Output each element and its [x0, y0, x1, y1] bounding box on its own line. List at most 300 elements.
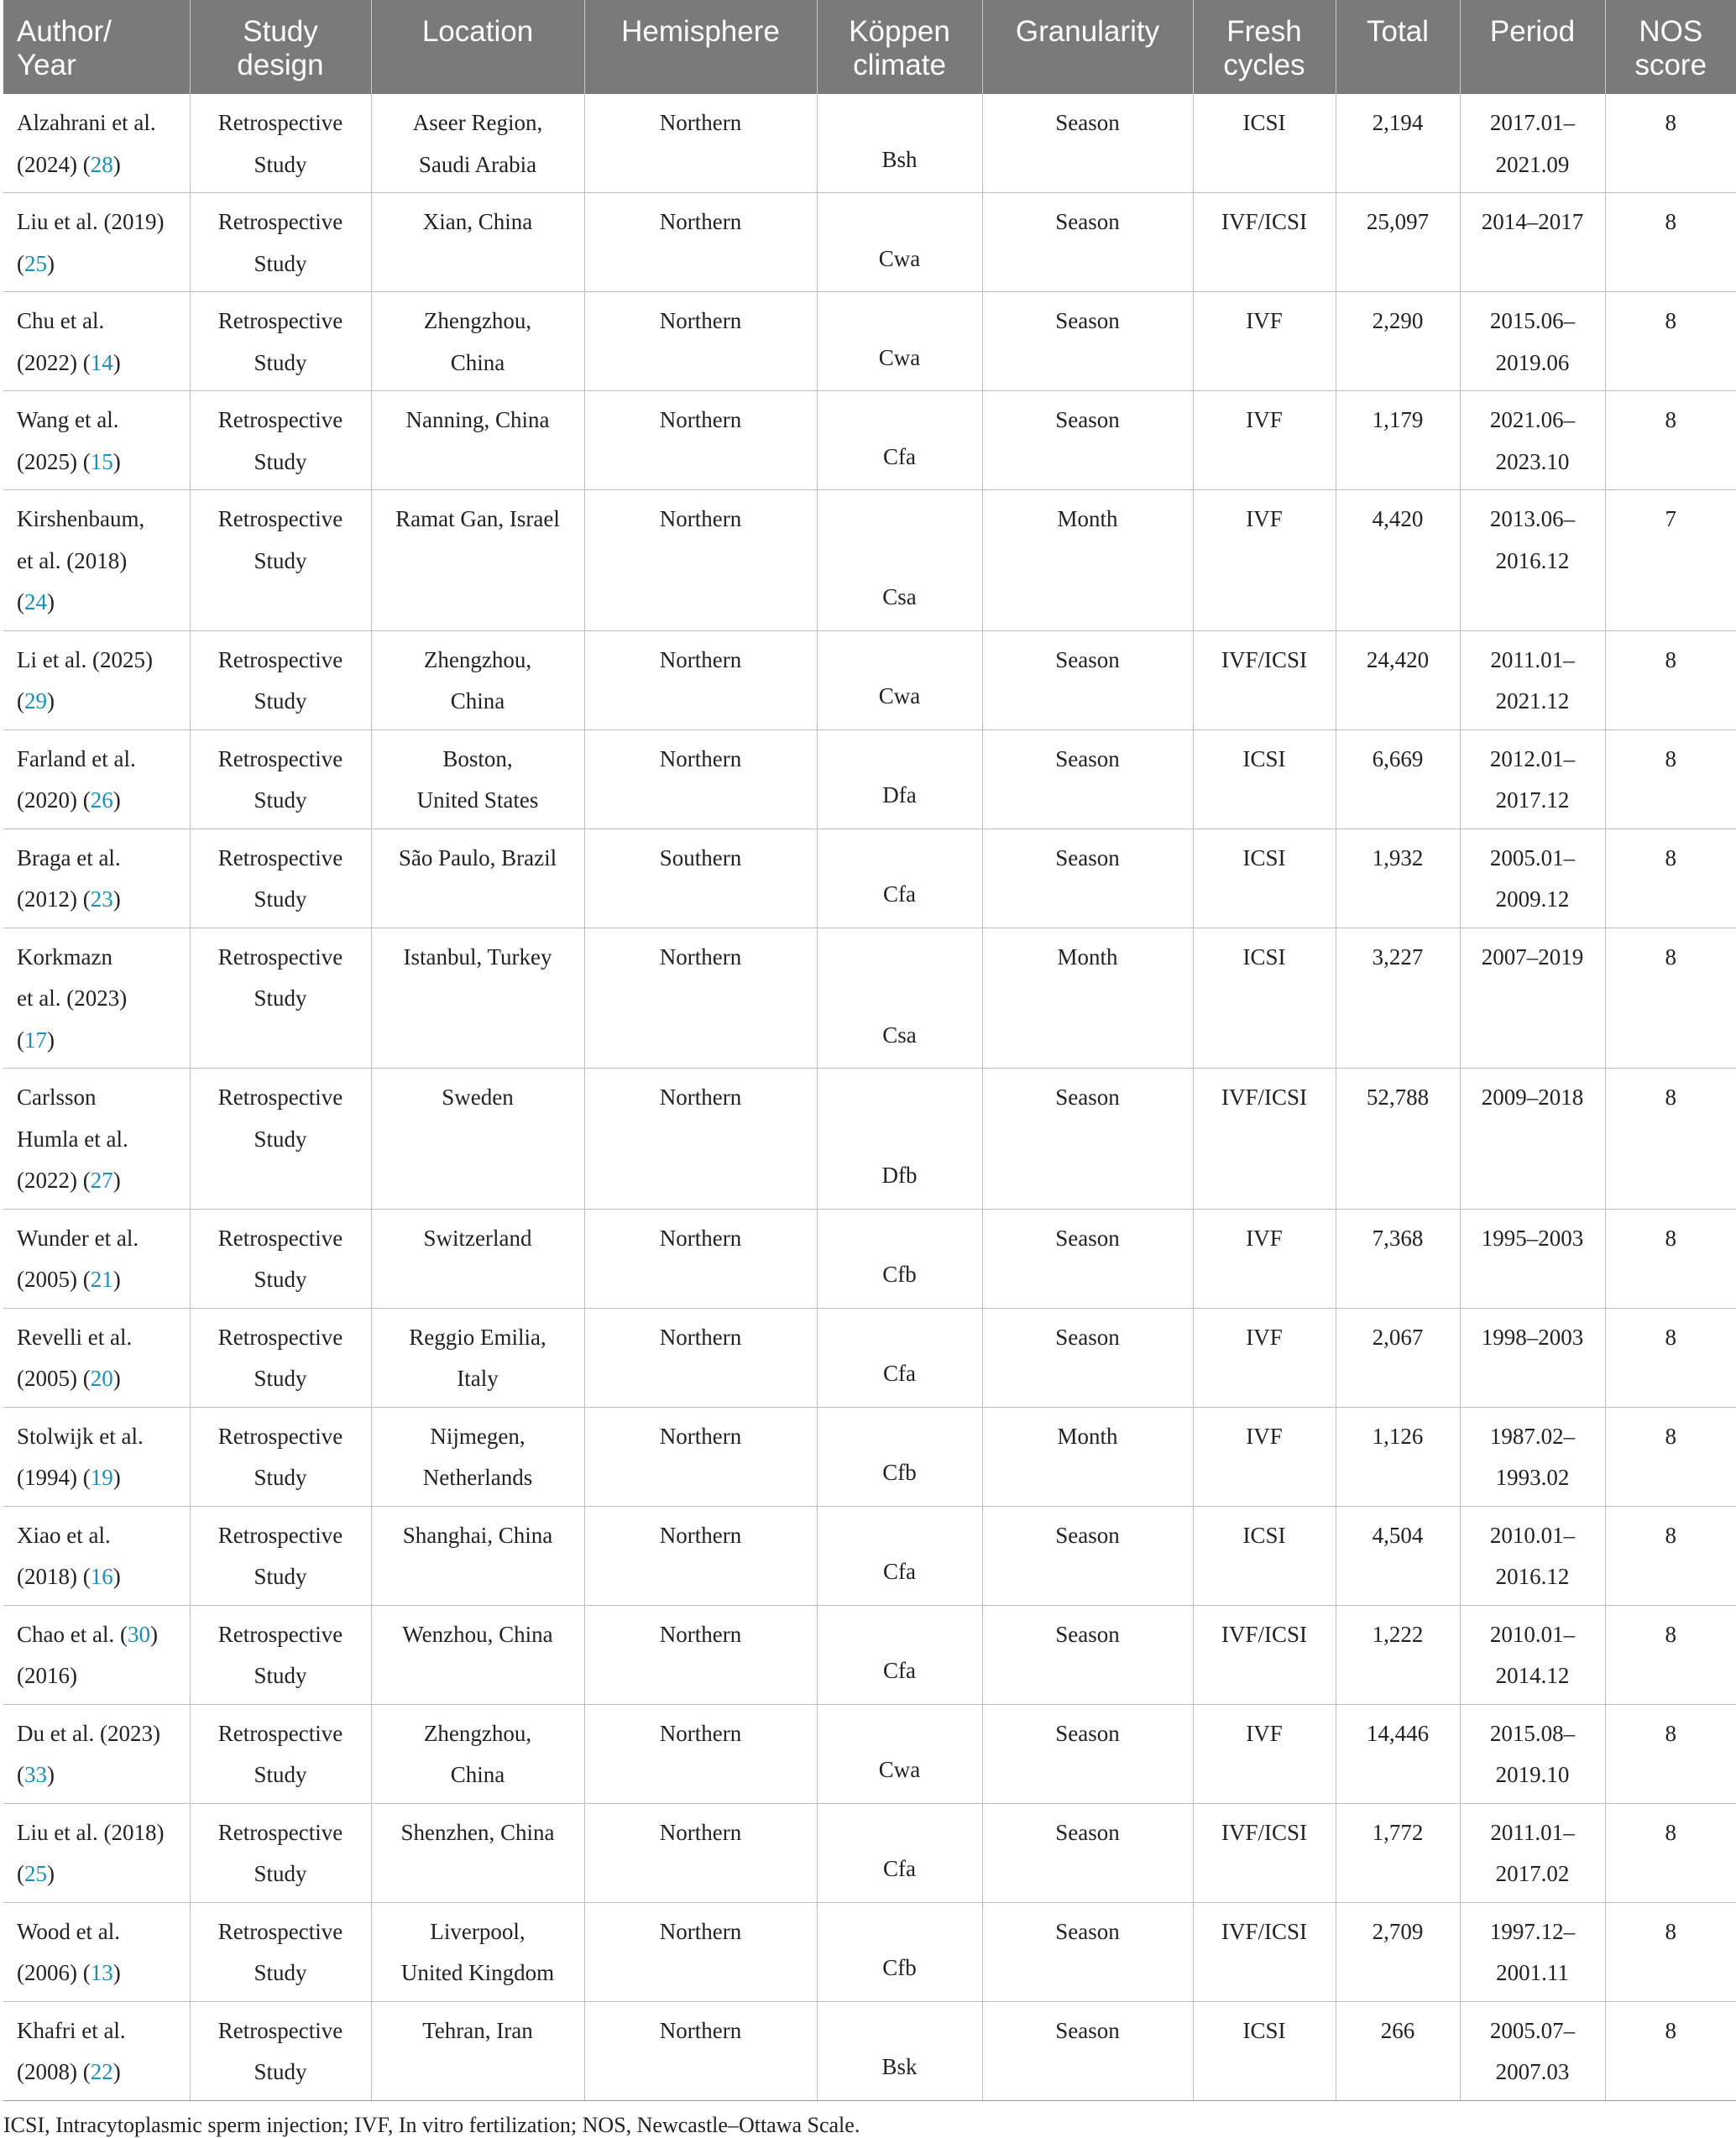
- author-text: ): [112, 1267, 121, 1292]
- cell-study-design-line: Retrospective: [217, 1085, 343, 1110]
- cell-nos-score: 8: [1605, 729, 1736, 829]
- cell-study-design-line: Retrospective: [217, 1423, 343, 1449]
- cell-study-design-line: Retrospective: [217, 1522, 343, 1548]
- header-text: climate: [853, 49, 946, 81]
- author-text: ): [112, 1465, 121, 1490]
- author-text: (2018) (: [17, 1564, 91, 1589]
- table-row: [3, 1069, 1736, 1210]
- reference-link[interactable]: 13: [90, 1960, 113, 1985]
- cell-location-line: Nijmegen,: [430, 1423, 526, 1449]
- author-text: (: [17, 1861, 24, 1886]
- reference-link[interactable]: 25: [24, 1861, 47, 1886]
- header-study-design: [190, 0, 371, 94]
- cell-location-line: Nanning, China: [405, 407, 550, 432]
- reference-link[interactable]: 29: [24, 688, 47, 714]
- cell-location: [371, 1069, 584, 1210]
- cell-period: [1460, 829, 1605, 928]
- header-granularity: [982, 0, 1193, 94]
- cell-study-design-line: Study: [254, 349, 307, 375]
- author-text: Chu et al.: [17, 308, 105, 333]
- cell-koppen-climate: Bsk: [817, 2001, 982, 2100]
- cell-period: [1460, 193, 1605, 292]
- cell-koppen-climate: Cfa: [817, 1605, 982, 1704]
- cell-location-line: São Paulo, Brazil: [398, 844, 557, 870]
- cell-location-line: Boston,: [442, 745, 513, 771]
- cell-total: 52,788: [1336, 1069, 1460, 1210]
- author-text: (2005) (: [17, 1267, 91, 1292]
- author-text: (2024) (: [17, 151, 91, 177]
- cell-nos-score: 8: [1605, 1506, 1736, 1605]
- cell-period-line: 1993.02: [1495, 1465, 1570, 1490]
- author-text: (2016): [17, 1663, 77, 1688]
- cell-author-year: [3, 630, 190, 729]
- cell-study-design-line: Retrospective: [217, 110, 343, 135]
- cell-fresh-cycles: ICSI: [1193, 829, 1336, 928]
- author-text: Liu et al. (2018): [17, 1819, 165, 1845]
- author-text: (: [17, 589, 24, 614]
- reference-link[interactable]: 14: [90, 349, 113, 375]
- header-author-year: [3, 0, 190, 94]
- cell-location-line: Sweden: [442, 1085, 514, 1110]
- cell-study-design-line: Study: [254, 985, 307, 1011]
- reference-link[interactable]: 20: [90, 1366, 113, 1391]
- cell-period-line: 2001.11: [1496, 1960, 1569, 1985]
- author-text: Du et al. (2023): [17, 1720, 160, 1746]
- cell-study-design-line: Study: [254, 1663, 307, 1688]
- cell-koppen-climate: Cwa: [817, 292, 982, 391]
- cell-location-line: Xian, China: [422, 209, 533, 234]
- author-text: et al. (2018): [17, 547, 128, 573]
- cell-fresh-cycles: IVF: [1193, 1407, 1336, 1506]
- cell-hemisphere: Southern: [584, 829, 817, 928]
- reference-link[interactable]: 26: [90, 787, 113, 813]
- cell-period: [1460, 1704, 1605, 1803]
- cell-location: [371, 1704, 584, 1803]
- cell-period-line: 1998–2003: [1481, 1324, 1584, 1350]
- table-row: [3, 1803, 1736, 1902]
- cell-study-design-line: Study: [254, 787, 307, 813]
- author-text: ): [47, 589, 55, 614]
- cell-period: [1460, 292, 1605, 391]
- cell-fresh-cycles: IVF/ICSI: [1193, 1803, 1336, 1902]
- cell-period: [1460, 1605, 1605, 1704]
- cell-study-design-line: Study: [254, 1861, 307, 1886]
- cell-study-design-line: Study: [254, 250, 307, 276]
- cell-granularity: Season: [982, 1209, 1193, 1308]
- author-text: (2022) (: [17, 349, 91, 375]
- cell-fresh-cycles: IVF: [1193, 292, 1336, 391]
- table-container: [3, 0, 1736, 2138]
- author-text: Humla et al.: [17, 1126, 128, 1152]
- header-text: Hemisphere: [621, 15, 780, 48]
- cell-study-design-line: Retrospective: [217, 506, 343, 531]
- cell-total: 2,194: [1336, 94, 1460, 193]
- cell-study-design-line: Retrospective: [217, 646, 343, 672]
- author-text: (2012) (: [17, 886, 91, 912]
- cell-location-line: Italy: [457, 1366, 499, 1391]
- cell-nos-score: 8: [1605, 1605, 1736, 1704]
- header-text: Fresh: [1226, 15, 1302, 48]
- cell-hemisphere: Northern: [584, 292, 817, 391]
- cell-location-line: Zhengzhou,: [423, 646, 532, 672]
- header-text: Period: [1489, 15, 1576, 48]
- cell-period: [1460, 1506, 1605, 1605]
- cell-hemisphere: Northern: [584, 1308, 817, 1407]
- cell-location-line: United States: [416, 787, 539, 813]
- reference-link[interactable]: 16: [90, 1564, 113, 1589]
- cell-granularity: Season: [982, 630, 1193, 729]
- cell-period-line: 1997.12–: [1489, 1918, 1576, 1944]
- cell-study-design: [190, 1069, 371, 1210]
- header-koppen-climate: [817, 0, 982, 94]
- author-text: Wood et al.: [17, 1918, 121, 1944]
- cell-study-design-line: Retrospective: [217, 1720, 343, 1746]
- author-text: ): [112, 1564, 121, 1589]
- cell-total: 1,126: [1336, 1407, 1460, 1506]
- cell-fresh-cycles: ICSI: [1193, 2001, 1336, 2100]
- cell-study-design: [190, 1209, 371, 1308]
- reference-link[interactable]: 27: [90, 1168, 113, 1193]
- cell-location: [371, 928, 584, 1069]
- table-row: [3, 928, 1736, 1069]
- author-text: ): [112, 151, 121, 177]
- cell-location-line: United Kingdom: [400, 1960, 555, 1985]
- cell-period: [1460, 1308, 1605, 1407]
- cell-granularity: Season: [982, 193, 1193, 292]
- cell-hemisphere: Northern: [584, 928, 817, 1069]
- cell-author-year: [3, 829, 190, 928]
- cell-total: 7,368: [1336, 1209, 1460, 1308]
- cell-granularity: Season: [982, 829, 1193, 928]
- author-text: Xiao et al.: [17, 1522, 111, 1548]
- cell-koppen-climate: Cfb: [817, 1209, 982, 1308]
- reference-link[interactable]: 30: [127, 1621, 150, 1647]
- reference-link[interactable]: 23: [90, 886, 113, 912]
- author-text: (2022) (: [17, 1168, 91, 1193]
- header-location: [371, 0, 584, 94]
- reference-link[interactable]: 21: [90, 1267, 113, 1292]
- cell-location: [371, 94, 584, 193]
- header-hemisphere: [584, 0, 817, 94]
- cell-nos-score: 8: [1605, 630, 1736, 729]
- author-text: ): [112, 1366, 121, 1391]
- cell-koppen-climate: Cfa: [817, 391, 982, 490]
- table-row: [3, 729, 1736, 829]
- author-text: Carlsson: [17, 1085, 97, 1110]
- cell-hemisphere: Northern: [584, 630, 817, 729]
- author-text: et al. (2023): [17, 985, 128, 1011]
- cell-granularity: Season: [982, 729, 1193, 829]
- cell-total: 4,504: [1336, 1506, 1460, 1605]
- header-nos-score: [1605, 0, 1736, 94]
- reference-link[interactable]: 22: [90, 2059, 113, 2084]
- cell-period: [1460, 928, 1605, 1069]
- cell-hemisphere: Northern: [584, 2001, 817, 2100]
- cell-author-year: [3, 2001, 190, 2100]
- reference-link[interactable]: 15: [90, 448, 113, 474]
- cell-study-design-line: Study: [254, 1465, 307, 1490]
- cell-nos-score: 8: [1605, 1069, 1736, 1210]
- cell-author-year: [3, 1506, 190, 1605]
- cell-total: 24,420: [1336, 630, 1460, 729]
- table-row: [3, 94, 1736, 193]
- header-text: Location: [421, 15, 534, 48]
- cell-study-design-line: Study: [254, 688, 307, 714]
- cell-period-line: 2009.12: [1495, 886, 1570, 912]
- reference-link[interactable]: 24: [24, 589, 47, 614]
- cell-period-line: 2007.03: [1495, 2059, 1570, 2084]
- cell-period-line: 2016.12: [1495, 547, 1570, 573]
- cell-koppen-climate: Cfa: [817, 1803, 982, 1902]
- cell-total: 4,420: [1336, 490, 1460, 631]
- cell-period: [1460, 1902, 1605, 2001]
- cell-period-line: 1987.02–: [1489, 1423, 1576, 1449]
- table-row: [3, 829, 1736, 928]
- header-text: Köppen: [849, 15, 950, 48]
- cell-koppen-climate: Csa: [817, 490, 982, 631]
- author-text: (1994) (: [17, 1465, 91, 1490]
- cell-location: [371, 1407, 584, 1506]
- author-text: Li et al. (2025): [17, 646, 153, 672]
- table-row: [3, 1704, 1736, 1803]
- cell-period-line: 2007–2019: [1481, 944, 1584, 970]
- cell-hemisphere: Northern: [584, 1506, 817, 1605]
- cell-study-design-line: Study: [254, 1126, 307, 1152]
- cell-fresh-cycles: IVF/ICSI: [1193, 630, 1336, 729]
- cell-nos-score: 8: [1605, 1209, 1736, 1308]
- author-text: (2008) (: [17, 2059, 91, 2084]
- cell-period-line: 2021.09: [1495, 151, 1570, 177]
- cell-study-design: [190, 94, 371, 193]
- cell-study-design-line: Study: [254, 2059, 307, 2084]
- cell-author-year: [3, 1308, 190, 1407]
- cell-study-design-line: Retrospective: [217, 209, 343, 234]
- author-text: Wang et al.: [17, 407, 119, 432]
- cell-author-year: [3, 1803, 190, 1902]
- header-text: NOS: [1639, 15, 1703, 48]
- cell-granularity: Season: [982, 1902, 1193, 2001]
- cell-total: 25,097: [1336, 193, 1460, 292]
- cell-koppen-climate: Dfa: [817, 729, 982, 829]
- cell-location-line: Switzerland: [423, 1225, 532, 1251]
- cell-koppen-climate: Cfb: [817, 1407, 982, 1506]
- cell-study-design: [190, 1605, 371, 1704]
- table-row: [3, 1605, 1736, 1704]
- cell-study-design-line: Retrospective: [217, 1918, 343, 1944]
- cell-study-design: [190, 2001, 371, 2100]
- cell-location: [371, 1308, 584, 1407]
- header-text: Granularity: [1015, 15, 1160, 48]
- cell-granularity: Season: [982, 1704, 1193, 1803]
- table-row: [3, 1209, 1736, 1308]
- header-text: Author/: [17, 15, 112, 48]
- cell-granularity: Month: [982, 490, 1193, 631]
- author-text: Stolwijk et al.: [17, 1423, 144, 1449]
- cell-study-design: [190, 292, 371, 391]
- cell-location: [371, 2001, 584, 2100]
- cell-hemisphere: Northern: [584, 94, 817, 193]
- cell-period: [1460, 94, 1605, 193]
- author-text: (: [17, 688, 24, 714]
- cell-nos-score: 8: [1605, 829, 1736, 928]
- cell-granularity: Season: [982, 2001, 1193, 2100]
- cell-fresh-cycles: IVF/ICSI: [1193, 193, 1336, 292]
- header-fresh-cycles: [1193, 0, 1336, 94]
- cell-total: 6,669: [1336, 729, 1460, 829]
- author-text: (2020) (: [17, 787, 91, 813]
- cell-study-design-line: Study: [254, 151, 307, 177]
- cell-location: [371, 829, 584, 928]
- header-text: score: [1634, 49, 1707, 81]
- reference-link[interactable]: 33: [24, 1762, 47, 1787]
- author-text: Braga et al.: [17, 844, 121, 870]
- author-text: Wunder et al.: [17, 1225, 139, 1251]
- cell-author-year: [3, 1407, 190, 1506]
- cell-fresh-cycles: ICSI: [1193, 1506, 1336, 1605]
- cell-location: [371, 193, 584, 292]
- reference-link[interactable]: 17: [24, 1027, 47, 1053]
- cell-study-design-line: Study: [254, 1366, 307, 1391]
- cell-location: [371, 630, 584, 729]
- cell-nos-score: 7: [1605, 490, 1736, 631]
- table-row: [3, 292, 1736, 391]
- author-text: Korkmazn: [17, 944, 112, 970]
- table-header: [3, 0, 1736, 94]
- author-text: ): [112, 349, 121, 375]
- cell-location-line: Ramat Gan, Israel: [395, 506, 560, 531]
- cell-study-design: [190, 630, 371, 729]
- cell-period-line: 2011.01–: [1490, 1819, 1575, 1845]
- cell-koppen-climate: Bsh: [817, 94, 982, 193]
- cell-location-line: Zhengzhou,: [423, 1720, 532, 1746]
- table-row: [3, 391, 1736, 490]
- cell-period-line: 2010.01–: [1489, 1522, 1576, 1548]
- cell-author-year: [3, 1704, 190, 1803]
- author-text: Liu et al. (2019): [17, 209, 165, 234]
- cell-nos-score: 8: [1605, 1407, 1736, 1506]
- cell-author-year: [3, 1069, 190, 1210]
- reference-link[interactable]: 28: [90, 151, 113, 177]
- cell-location: [371, 1605, 584, 1704]
- cell-nos-score: 8: [1605, 1902, 1736, 2001]
- cell-study-design-line: Study: [254, 1960, 307, 1985]
- cell-total: 1,222: [1336, 1605, 1460, 1704]
- cell-koppen-climate: Dfb: [817, 1069, 982, 1210]
- cell-location-line: Reggio Emilia,: [409, 1324, 546, 1350]
- table-row: [3, 1506, 1736, 1605]
- cell-hemisphere: Northern: [584, 1069, 817, 1210]
- cell-study-design: [190, 829, 371, 928]
- cell-study-design-line: Retrospective: [217, 308, 343, 333]
- author-text: ): [112, 787, 121, 813]
- cell-study-design-line: Study: [254, 1267, 307, 1292]
- cell-period-line: 2014.12: [1495, 1663, 1570, 1688]
- cell-period-line: 2016.12: [1495, 1564, 1570, 1589]
- cell-location-line: Tehran, Iran: [422, 2017, 533, 2043]
- cell-granularity: Season: [982, 1506, 1193, 1605]
- cell-fresh-cycles: IVF: [1193, 1209, 1336, 1308]
- cell-total: 2,290: [1336, 292, 1460, 391]
- cell-total: 2,709: [1336, 1902, 1460, 2001]
- cell-author-year: [3, 1605, 190, 1704]
- author-text: Chao et al. (: [17, 1621, 128, 1647]
- studies-table: [3, 0, 1736, 2101]
- cell-koppen-climate: Cwa: [817, 193, 982, 292]
- cell-period-line: 2015.08–: [1489, 1720, 1576, 1746]
- cell-location: [371, 391, 584, 490]
- cell-total: 2,067: [1336, 1308, 1460, 1407]
- cell-study-design: [190, 490, 371, 631]
- cell-study-design-line: Retrospective: [217, 2017, 343, 2043]
- cell-total: 14,446: [1336, 1704, 1460, 1803]
- cell-koppen-climate: Cfa: [817, 1308, 982, 1407]
- cell-period: [1460, 1069, 1605, 1210]
- cell-period-line: 2017.01–: [1489, 110, 1576, 135]
- cell-nos-score: 8: [1605, 292, 1736, 391]
- cell-period-line: 2021.06–: [1489, 407, 1576, 432]
- cell-location: [371, 1902, 584, 2001]
- cell-location: [371, 729, 584, 829]
- cell-study-design-line: Study: [254, 1564, 307, 1589]
- cell-period-line: 2021.12: [1495, 688, 1570, 714]
- cell-granularity: Season: [982, 391, 1193, 490]
- cell-granularity: Season: [982, 292, 1193, 391]
- author-text: ): [149, 1621, 158, 1647]
- header-total: [1336, 0, 1460, 94]
- cell-period-line: 2011.01–: [1490, 646, 1575, 672]
- cell-fresh-cycles: ICSI: [1193, 729, 1336, 829]
- author-text: ): [112, 2059, 121, 2084]
- cell-period-line: 1995–2003: [1481, 1225, 1584, 1251]
- cell-period-line: 2017.02: [1495, 1861, 1570, 1886]
- author-text: Revelli et al.: [17, 1324, 133, 1350]
- cell-author-year: [3, 928, 190, 1069]
- header-period: [1460, 0, 1605, 94]
- author-text: ): [47, 250, 55, 276]
- cell-author-year: [3, 490, 190, 631]
- header-text: Total: [1367, 15, 1429, 48]
- header-text: Study: [243, 15, 318, 48]
- cell-study-design: [190, 1407, 371, 1506]
- author-text: ): [47, 1762, 55, 1787]
- cell-location-line: China: [450, 349, 505, 375]
- cell-nos-score: 8: [1605, 1803, 1736, 1902]
- cell-period: [1460, 490, 1605, 631]
- cell-total: 266: [1336, 2001, 1460, 2100]
- author-text: (: [17, 1027, 24, 1053]
- cell-author-year: [3, 1902, 190, 2001]
- author-text: ): [47, 1861, 55, 1886]
- cell-hemisphere: Northern: [584, 1605, 817, 1704]
- cell-period-line: 2014–2017: [1481, 209, 1584, 234]
- table-row: [3, 1902, 1736, 2001]
- reference-link[interactable]: 25: [24, 250, 47, 276]
- cell-location: [371, 1803, 584, 1902]
- cell-koppen-climate: Cfb: [817, 1902, 982, 2001]
- cell-total: 3,227: [1336, 928, 1460, 1069]
- cell-granularity: Season: [982, 1069, 1193, 1210]
- cell-location-line: China: [450, 688, 505, 714]
- cell-granularity: Month: [982, 1407, 1193, 1506]
- cell-period: [1460, 1209, 1605, 1308]
- cell-koppen-climate: Cwa: [817, 630, 982, 729]
- reference-link[interactable]: 19: [90, 1465, 113, 1490]
- cell-koppen-climate: Cfa: [817, 1506, 982, 1605]
- cell-fresh-cycles: ICSI: [1193, 928, 1336, 1069]
- author-text: ): [112, 1168, 121, 1193]
- cell-location-line: Zhengzhou,: [423, 308, 532, 333]
- table-row: [3, 490, 1736, 631]
